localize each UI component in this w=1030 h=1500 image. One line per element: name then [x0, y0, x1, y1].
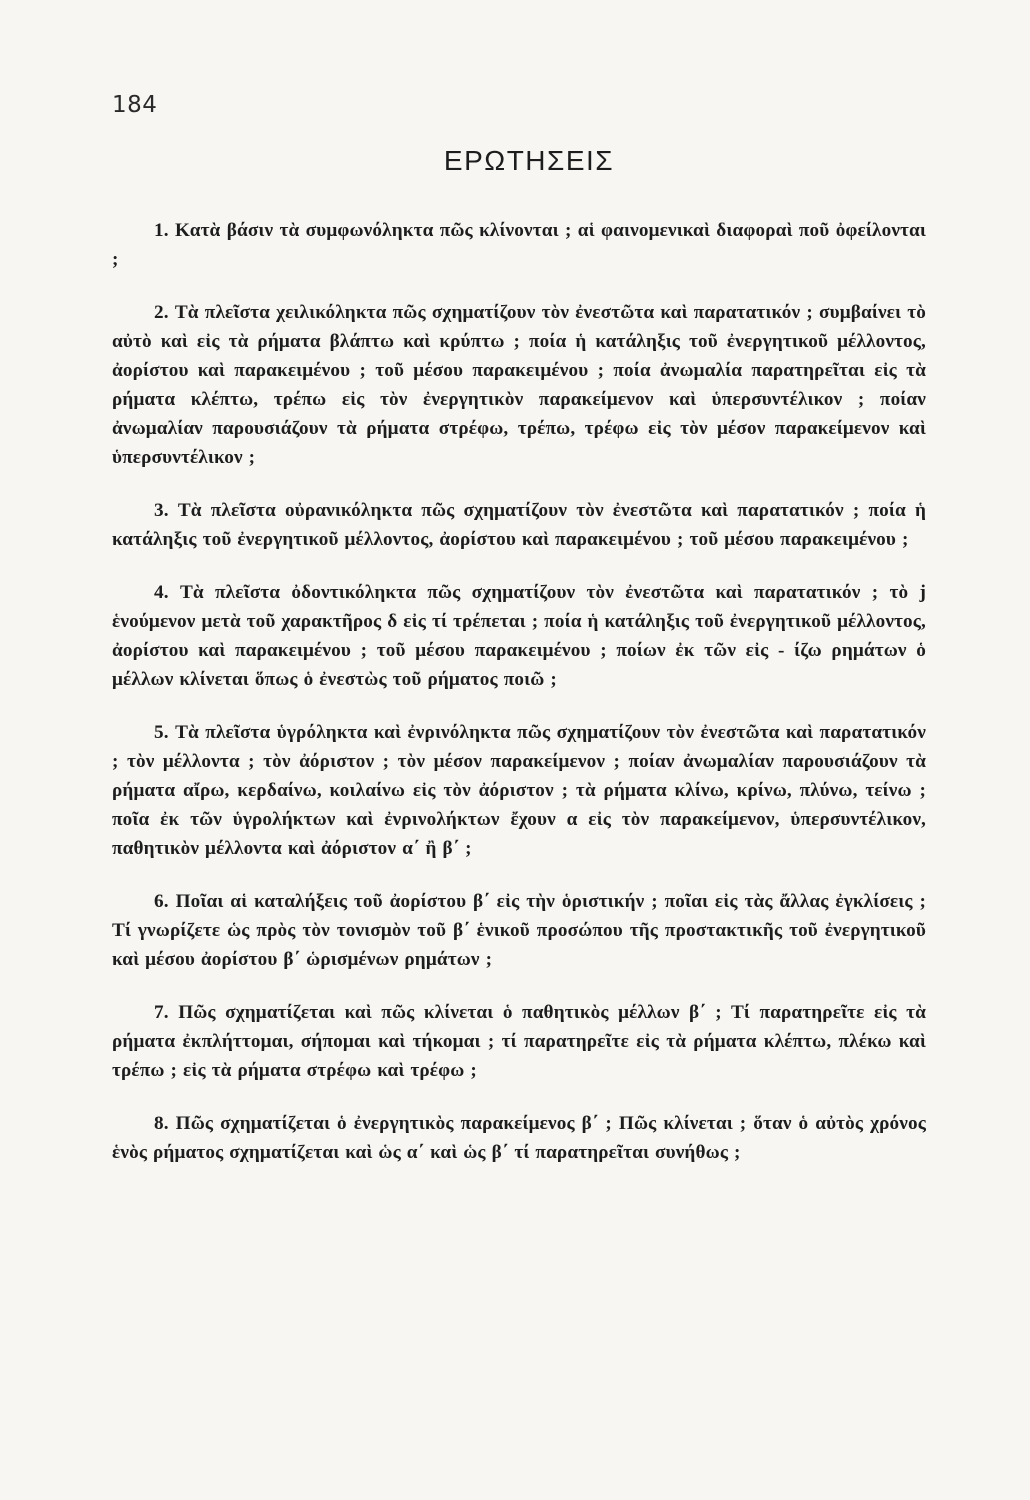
question-text: Τὰ πλεῖστα ὀδοντικόληκτα πῶς σχηματίζουν τὸν ἐνεστῶτα καὶ παρατατικόν ; τὸ j ἑνούμενον μετὰ τοῦ χαρακτῆρος δ εἰς τί τρέπεται ; ποία ἡ κατάληξις τοῦ ἐνεργητικοῦ μέλλοντος, ἀορίστου καὶ παρακειμένου ; τοῦ μέσου παρακειμένου ; ποίων ἐκ τῶν εἰς - ίζω ρημάτων ὁ μέλλων κλίνεται ὅπως ὁ ἐνεστὼς τοῦ ρήματος ποιῶ ; — [112, 582, 927, 690]
question-2 — [112, 298, 926, 472]
question-5 — [112, 718, 926, 863]
question-number: 2. — [154, 302, 169, 323]
question-number: 4. — [154, 582, 169, 603]
question-4 — [112, 578, 926, 694]
question-text: Πῶς σχηματίζεται ὁ ἐνεργητικὸς παρακείμενος β΄ ; Πῶς κλίνεται ; ὅταν ὁ αὐτὸς χρόνος ἑνὸς ρήματος σχηματίζεται καὶ ὡς α΄ καὶ ὡς β΄ τί παρατηρεῖται συνήθως ; — [112, 1113, 926, 1163]
question-text: Τὰ πλεῖστα χειλικόληκτα πῶς σχηματίζουν τὸν ἐνεστῶτα καὶ παρατατικόν ; συμβαίνει τὸ αὐτὸ καὶ εἰς τὰ ρήματα βλάπτω καὶ κρύπτω ; ποία ἡ κατάληξις τοῦ ἐνεργητικοῦ μέλλοντος, ἀορίστου καὶ παρακειμένου ; τοῦ μέσου παρακειμένου ; ποία ἀνωμαλία παρατηρεῖται εἰς τὰ ρήματα κλέπτω, τρέπω εἰς τὸν ἐνεργητικὸν παρακείμενον καὶ ὑπερσυντέλικον ; ποίαν ἀνωμαλίαν παρουσιάζουν τὰ ρήματα στρέφω, τρέπω, τρέφω εἰς τὸν μέσον παρακείμενον καὶ ὑπερσυντέλικον ; — [112, 302, 927, 468]
question-number: 1. — [154, 220, 169, 241]
question-text: Ποῖαι αἱ καταλήξεις τοῦ ἀορίστου β΄ εἰς τὴν ὁριστικήν ; ποῖαι εἰς τὰς ἄλλας ἐγκλίσεις ; Τί γνωρίζετε ὡς πρὸς τὸν τονισμὸν τοῦ β΄ ἑνικοῦ προσώπου τῆς προστακτικῆς τοῦ ἐνεργητικοῦ καὶ μέσου ἀορίστου β΄ ὡρισμένων ρημάτων ; — [112, 891, 926, 970]
question-1 — [112, 216, 926, 274]
page-title: ΕΡΩΤΗΣΕΙΣ — [443, 145, 615, 176]
question-text: Πῶς σχηματίζεται καὶ πῶς κλίνεται ὁ παθητικὸς μέλλων β΄ ; Τί παρατηρεῖτε εἰς τὰ ρήματα ἐκπλήττομαι, σήπομαι καὶ τήκομαι ; τί παρατηρεῖτε εἰς τὰ ρήματα κλέπτω, πλέκω καὶ τρέπω ; εἰς τὰ ρήματα στρέφω καὶ τρέφω ; — [112, 1002, 926, 1081]
question-7 — [112, 998, 926, 1085]
question-3 — [112, 496, 926, 554]
question-number: 5. — [154, 722, 169, 743]
questions-list — [112, 216, 926, 1191]
question-number: 6. — [154, 891, 169, 912]
question-8 — [112, 1109, 926, 1167]
question-number: 7. — [154, 1002, 169, 1023]
page-number: 184 — [112, 92, 158, 118]
question-text: Κατὰ βάσιν τὰ συμφωνόληκτα πῶς κλίνονται ; αἱ φαινομενικαὶ διαφοραὶ ποῦ ὀφείλονται ; — [112, 220, 926, 270]
question-number: 8. — [154, 1113, 169, 1134]
question-number: 3. — [154, 500, 169, 521]
question-6 — [112, 887, 926, 974]
question-text: Τὰ πλεῖστα οὐρανικόληκτα πῶς σχηματίζουν τὸν ἐνεστῶτα καὶ παρατατικόν ; ποία ἡ κατάληξις τοῦ ἐνεργητικοῦ μέλλοντος, ἀορίστου καὶ παρακειμένου ; τοῦ μέσου παρακειμένου ; — [112, 500, 927, 550]
question-text: Τὰ πλεῖστα ὑγρόληκτα καὶ ἐνρινόληκτα πῶς σχηματίζουν τὸν ἐνεστῶτα καὶ παρατατικόν ; τὸν μέλλοντα ; τὸν ἀόριστον ; τὸν μέσον παρακείμενον ; ποίαν ἀνωμαλίαν παρουσιάζουν τὰ ρήματα αἴρω, κερδαίνω, κοιλαίνω εἰς τὸν ἀόριστον ; τὰ ρήματα κλίνω, κρίνω, πλύνω, τείνω ; ποῖα ἐκ τῶν ὑγρολήκτων καὶ ἐνρινολήκτων ἔχουν α εἰς τὸν παρακείμενον, ὑπερσυντέλικον, παθητικὸν μέλλοντα καὶ ἀόριστον α΄ ἢ β΄ ; — [112, 722, 926, 859]
